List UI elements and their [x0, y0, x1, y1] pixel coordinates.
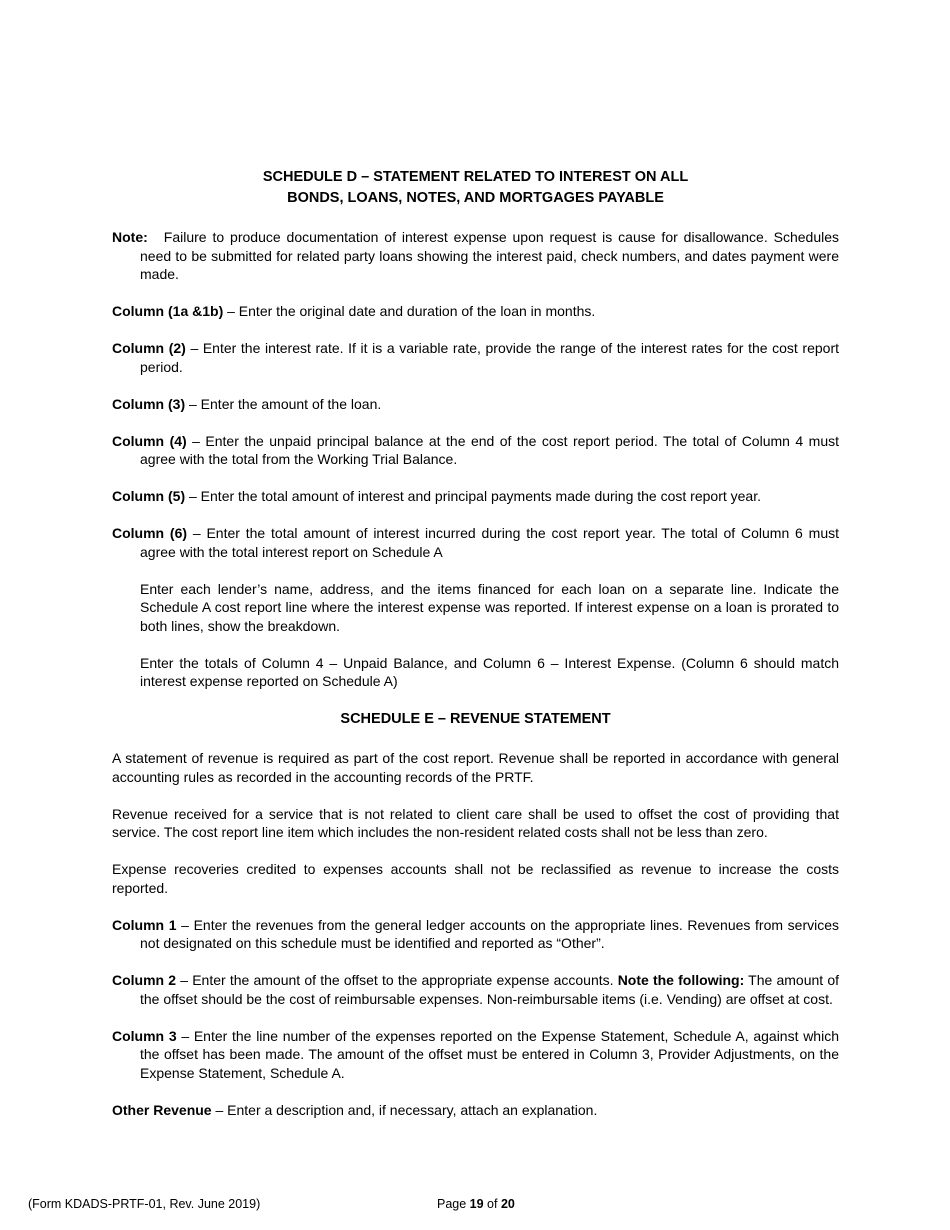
other-revenue-paragraph — [112, 1101, 839, 1120]
column-text: – Enter the total amount of interest and principal payments made during the cost report year. — [185, 488, 761, 504]
column-text: – Enter the line number of the expenses reported on the Expense Statement, Schedule A, against which the offset has been made. The amount of the offset must be entered in Column 3, Provider Adjustments, on the Expense Statement, Schedule A. — [140, 1027, 839, 1081]
note-following-label: Note the following: — [617, 972, 745, 988]
totals-paragraph: Enter the totals of Column 4 – Unpaid Balance, and Column 6 – Interest Expense. (Column 6 should match interest expense reported on Schedule A) — [140, 654, 839, 689]
revenue-paragraph-1: A statement of revenue is required as part of the cost report. Revenue shall be reported in accordance with general accounting rules as recorded in the accounting records of the PRTF. — [112, 750, 839, 785]
column-label: Column (6) — [112, 525, 188, 541]
column-text: The amount of the offset should be the cost of reimbursable expenses. Non-reimbursable items (i.e. Vending) are offset at cost. — [140, 972, 840, 1007]
column-label: Column 1 — [112, 916, 177, 933]
column-6-paragraph — [112, 524, 839, 561]
column-label: Column (4) — [112, 432, 187, 449]
column-label: Column 2 — [112, 972, 177, 988]
revenue-column-1-paragraph — [112, 916, 839, 953]
revenue-column-2-paragraph — [112, 971, 839, 1008]
revenue-paragraph-3: Expense recoveries credited to expenses accounts shall not be reclassified as revenue to increase the costs reported. — [112, 861, 839, 896]
footer-page-number — [437, 1195, 515, 1214]
column-text: – Enter the revenues from the general ledger accounts on the appropriate lines. Revenues from services not designated on this schedule must be identified and reported as “Other”. — [140, 916, 839, 951]
column-text: – Enter the original date and duration of the loan in months. — [223, 303, 596, 319]
other-revenue-text: – Enter a description and, if necessary, attach an explanation. — [211, 1101, 598, 1118]
page-total: 20 — [500, 1197, 515, 1211]
schedule-d-title-line1: SCHEDULE D – STATEMENT RELATED TO INTEREST ON ALL — [262, 169, 689, 185]
column-text: – Enter the amount of the offset to the appropriate expense accounts. — [176, 972, 618, 988]
note-paragraph — [112, 228, 839, 284]
column-label: Column 3 — [112, 1027, 177, 1044]
schedule-d-title-line2: BONDS, LOANS, NOTES, AND MORTGAGES PAYABLE — [287, 190, 664, 206]
page-content — [112, 167, 839, 1138]
other-revenue-label: Other Revenue — [112, 1101, 212, 1118]
page-of: of — [483, 1197, 501, 1211]
column-3-paragraph — [112, 395, 839, 414]
column-label: Column (3) — [112, 395, 186, 412]
column-text: – Enter the interest rate. If it is a variable rate, provide the range of the interest rates for the cost report period. — [140, 340, 839, 375]
page-current: 19 — [469, 1197, 484, 1211]
column-2-paragraph — [112, 339, 839, 376]
column-label: Column (5) — [112, 488, 186, 504]
revenue-paragraph-2: Revenue received for a service that is not related to client care shall be used to offset the cost of providing that service. The cost report line item which includes the non-resident related costs shall not be less than zero. — [112, 805, 839, 840]
footer-form-id: (Form KDADS-PRTF-01, Rev. June 2019) — [28, 1197, 261, 1211]
revenue-column-3-paragraph — [112, 1027, 839, 1083]
column-label: Column (2) — [112, 340, 186, 356]
schedule-e-title: SCHEDULE E – REVENUE STATEMENT — [340, 711, 611, 727]
note-label: Note: — [112, 229, 148, 245]
page-prefix: Page — [437, 1197, 470, 1211]
column-text: – Enter the total amount of interest incurred during the cost report year. The total of Column 6 must agree with the total interest report on Schedule A — [140, 525, 839, 560]
schedule-d-title — [112, 167, 839, 209]
column-4-paragraph — [112, 432, 839, 469]
lender-paragraph: Enter each lender’s name, address, and the items financed for each loan on a separate line. Indicate the Schedule A cost report line where the interest expense was reported. If interest expense on a loan is prorated to both lines, show the breakdown. — [140, 580, 839, 634]
column-5-paragraph — [112, 487, 839, 506]
column-text: – Enter the unpaid principal balance at the end of the cost report period. The total of Column 4 must agree with the total from the Working Trial Balance. — [140, 432, 839, 467]
column-text: – Enter the amount of the loan. — [185, 395, 382, 412]
note-text: Failure to produce documentation of interest expense upon request is cause for disallowance. Schedules need to be submitted for related party loans showing the interest paid, check numbers, and dates payment were made. — [140, 229, 839, 282]
column-label: Column (1a &1b) — [112, 303, 224, 319]
column-1a-1b-paragraph — [112, 302, 839, 321]
